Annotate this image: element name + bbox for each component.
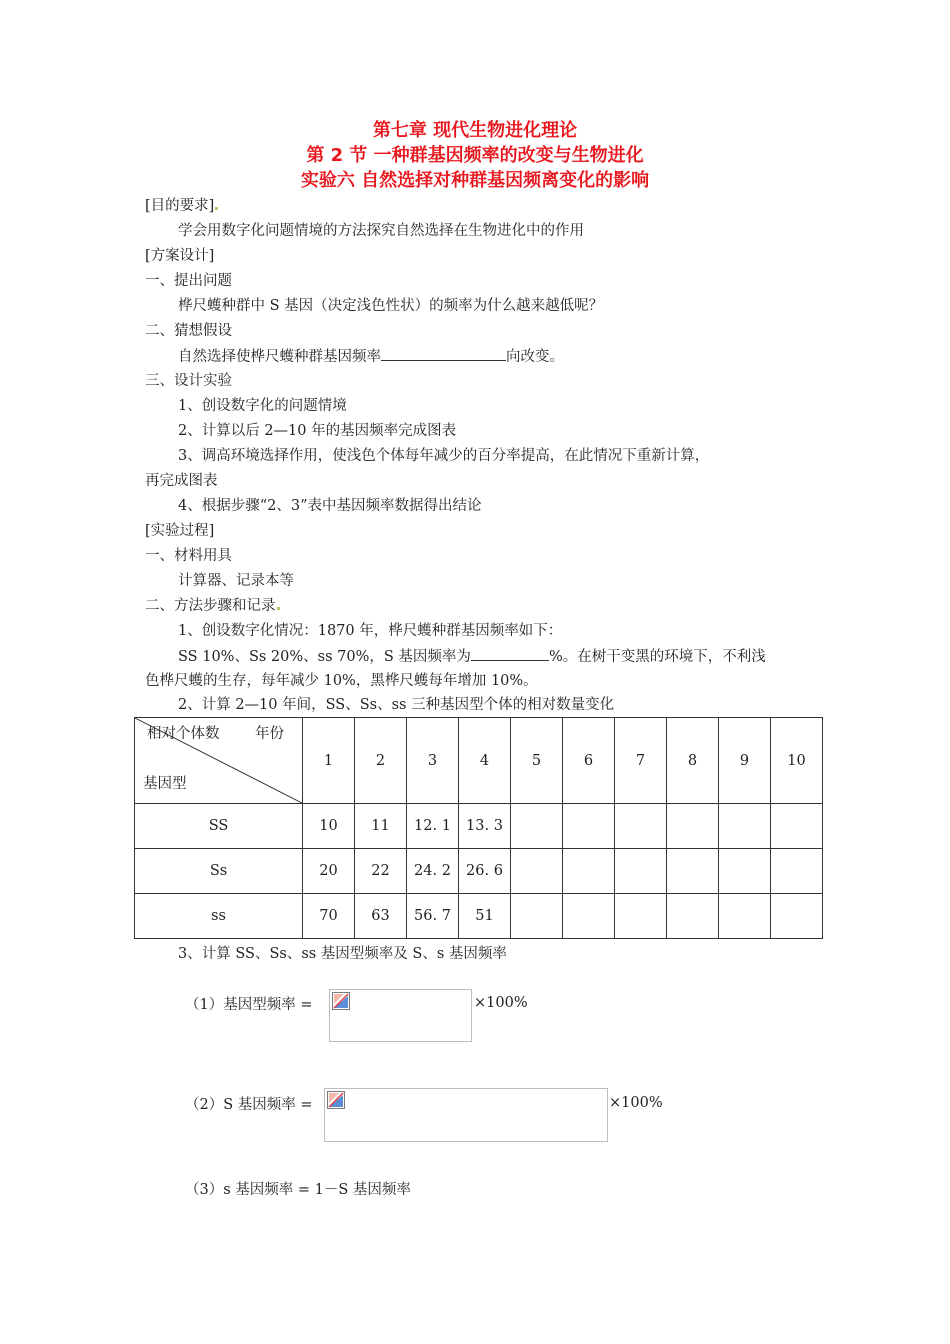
table-cell: 20 bbox=[303, 849, 355, 894]
hypothesis-heading: 二、猜想假设 bbox=[145, 323, 232, 339]
corner-label-count: 相对个体数 bbox=[147, 726, 220, 742]
year-header: 5 bbox=[511, 718, 563, 804]
mark-dot bbox=[277, 607, 280, 610]
year-header: 8 bbox=[667, 718, 719, 804]
table-row bbox=[135, 849, 823, 894]
row-label: Ss bbox=[135, 849, 303, 894]
year-header: 7 bbox=[615, 718, 667, 804]
mark-dot bbox=[215, 207, 218, 210]
table-cell: 22 bbox=[355, 849, 407, 894]
table-cell[interactable] bbox=[511, 894, 563, 939]
table-cell[interactable] bbox=[719, 849, 771, 894]
broken-image-icon bbox=[327, 1091, 345, 1109]
chapter-title: 第七章 现代生物进化理论 bbox=[372, 120, 578, 141]
purpose-text: 学会用数字化问题情境的方法探究自然选择在生物进化中的作用 bbox=[178, 223, 584, 239]
formula-2-label: （2）S 基因频率 = bbox=[185, 1097, 313, 1113]
design-step-1: 1、创设数字化的问题情境 bbox=[178, 398, 347, 414]
table-cell[interactable] bbox=[771, 804, 823, 849]
year-header: 4 bbox=[459, 718, 511, 804]
year-header: 2 bbox=[355, 718, 407, 804]
materials-text: 计算器、记录本等 bbox=[178, 573, 294, 589]
table-cell[interactable] bbox=[563, 804, 615, 849]
table-cell[interactable] bbox=[511, 849, 563, 894]
table-cell[interactable] bbox=[771, 849, 823, 894]
question-text: 桦尺蠖种群中 S 基因（决定浅色性状）的频率为什么越来越低呢？ bbox=[178, 298, 604, 314]
design-step-2: 2、计算以后 2—10 年的基因频率完成图表 bbox=[178, 423, 457, 439]
table-cell[interactable] bbox=[563, 894, 615, 939]
section-title: 第 2 节 一种群基因频率的改变与生物进化 bbox=[306, 145, 644, 166]
table-row bbox=[135, 894, 823, 939]
question-heading: 一、提出问题 bbox=[145, 273, 232, 289]
table-cell: 26. 6 bbox=[459, 849, 511, 894]
design-step-4: 4、根据步骤“2、3”表中基因频率数据得出结论 bbox=[178, 498, 482, 514]
year-header: 9 bbox=[719, 718, 771, 804]
purpose-heading: [目的要求] bbox=[145, 196, 218, 216]
process-heading: [实验过程] bbox=[145, 523, 215, 539]
year-header: 3 bbox=[407, 718, 459, 804]
table-cell[interactable] bbox=[563, 849, 615, 894]
table-cell: 10 bbox=[303, 804, 355, 849]
table-cell[interactable] bbox=[615, 849, 667, 894]
table-cell[interactable] bbox=[667, 894, 719, 939]
table-corner-cell bbox=[135, 718, 303, 804]
step-3-text: 3、计算 SS、Ss、ss 基因型频率及 S、s 基因频率 bbox=[178, 946, 507, 962]
table-cell[interactable] bbox=[511, 804, 563, 849]
year-header: 1 bbox=[303, 718, 355, 804]
table-cell[interactable] bbox=[615, 894, 667, 939]
formula-1-label: （1）基因型频率 = bbox=[185, 997, 313, 1013]
step-2-text: 2、计算 2—10 年间，SS、Ss、ss 三种基因型个体的相对数量变化 bbox=[178, 697, 615, 713]
corner-label-year: 年份 bbox=[255, 726, 284, 742]
document-titles bbox=[0, 118, 950, 193]
step-1-text: 1、创设数字化情况：1870 年，桦尺蠖种群基因频率如下： bbox=[178, 623, 563, 639]
design-step-3-cont: 再完成图表 bbox=[145, 473, 218, 489]
table-cell[interactable] bbox=[719, 804, 771, 849]
table-cell: 63 bbox=[355, 894, 407, 939]
materials-heading: 一、材料用具 bbox=[145, 548, 232, 564]
table-cell[interactable] bbox=[667, 804, 719, 849]
table-cell: 11 bbox=[355, 804, 407, 849]
table-cell: 51 bbox=[459, 894, 511, 939]
table-cell[interactable] bbox=[771, 894, 823, 939]
broken-image-icon bbox=[332, 992, 350, 1010]
step-1-cont: 色桦尺蠖的生存，每年减少 10%，黑桦尺蠖每年增加 10%。 bbox=[145, 673, 538, 689]
formula-2-box[interactable] bbox=[324, 1088, 608, 1142]
year-header: 10 bbox=[771, 718, 823, 804]
times-100-percent: ×100% bbox=[474, 995, 528, 1011]
table-cell: 24. 2 bbox=[407, 849, 459, 894]
times-100-percent: ×100% bbox=[609, 1095, 663, 1111]
table-header-row bbox=[135, 718, 823, 804]
design-step-3: 3、调高环境选择作用，使浅色个体每年减少的百分率提高，在此情况下重新计算， bbox=[178, 448, 710, 464]
row-label: ss bbox=[135, 894, 303, 939]
table-row bbox=[135, 804, 823, 849]
genotype-table bbox=[134, 717, 823, 939]
step-1-freq: SS 10%、Ss 20%、ss 70%，S 基因频率为 %。在树干变黑的环境下，不利浅 bbox=[178, 646, 766, 667]
table-cell: 70 bbox=[303, 894, 355, 939]
design-exp-heading: 三、设计实验 bbox=[145, 373, 232, 389]
table-cell: 56. 7 bbox=[407, 894, 459, 939]
steps-heading: 二、方法步骤和记录 bbox=[145, 596, 280, 616]
corner-label-genotype: 基因型 bbox=[143, 776, 187, 792]
row-label: SS bbox=[135, 804, 303, 849]
table-cell: 13. 3 bbox=[459, 804, 511, 849]
experiment-title: 实验六 自然选择对种群基因频离变化的影响 bbox=[300, 170, 650, 191]
table-cell[interactable] bbox=[719, 894, 771, 939]
hypothesis-text: 自然选择使桦尺蠖种群基因频率 向改变。 bbox=[178, 346, 564, 367]
fill-blank[interactable] bbox=[381, 346, 506, 361]
formula-1-box[interactable] bbox=[329, 989, 472, 1042]
table-cell[interactable] bbox=[615, 804, 667, 849]
table-cell: 12. 1 bbox=[407, 804, 459, 849]
formula-3-text: （3）s 基因频率 = 1－S 基因频率 bbox=[185, 1182, 411, 1198]
fill-blank[interactable] bbox=[471, 646, 549, 661]
design-heading: [方案设计] bbox=[145, 248, 215, 264]
year-header: 6 bbox=[563, 718, 615, 804]
table-cell[interactable] bbox=[667, 849, 719, 894]
